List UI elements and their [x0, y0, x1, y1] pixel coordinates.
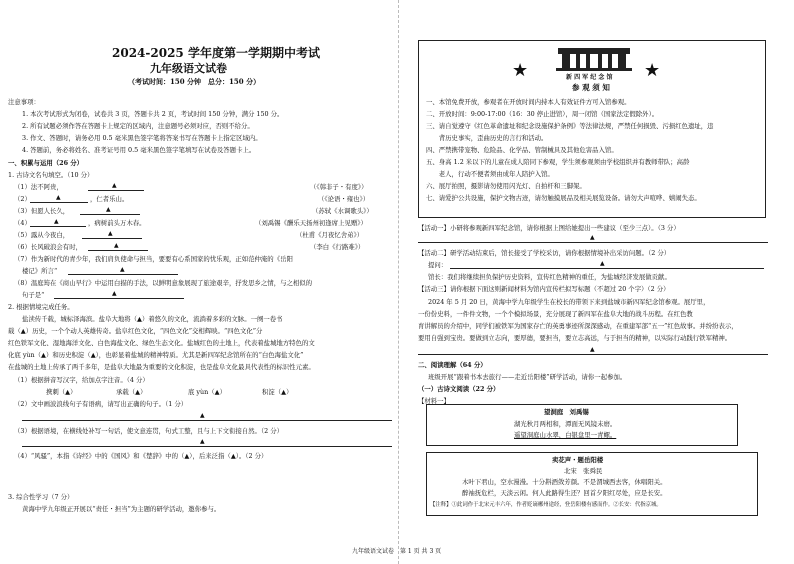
museum-name: 新 四 军 纪 念 馆 [566, 74, 613, 81]
q1-item-8: （8）温庭筠在《商山早行》中运用白描的手法，以鲜明意象展现了旅途艰辛，抒发思乡之情，与之相似的 [14, 279, 313, 287]
q1-item-8-cont: 句子是“ [22, 291, 45, 299]
interview-question-label: 提问： [428, 261, 448, 269]
passage-line: 红色铁军文化、湿地海洋文化、白色海盐文化、绿色生态文化。盐城红色的土地上，代表着盐城地方特色的文 [8, 339, 315, 347]
activity-2: 【活动二】研学活动结束后，馆长接受了学校采访，请你根据情境补出采访问题。（2 分） [418, 249, 671, 257]
answer-marker: ▲ [114, 242, 119, 249]
q1-item-5: （5）露从今夜白， [14, 231, 70, 239]
rule-item: 五、身高 1.2 米以下的儿童在成人陪同下参观，学生须参观须由学校组织并有教师带队；高龄 [426, 158, 690, 166]
answer-marker: ▲ [120, 266, 125, 273]
notice-title: 参 观 须 知 [572, 83, 610, 92]
answer-marker: ▲ [600, 260, 605, 267]
q1-item-2-text: ，仁者乐山。 [90, 195, 129, 203]
answer-marker: ▲ [112, 182, 117, 189]
answer-marker: ▲ [56, 194, 61, 201]
q2-1-item: 积淀（▲） [262, 388, 293, 396]
rule-item: 三、请自觉遵守《红色革命遗址和纪念设施保护条例》等法律法规，严禁任何损毁、污损红色遗址，违 [426, 122, 714, 130]
quote-source: （杜甫《月夜忆舍弟》） [296, 231, 364, 239]
q2-4: （4）“风骚”，本指《诗经》中的《国风》和《楚辞》中的（▲），后来泛指（▲）。（2 分） [14, 452, 268, 460]
q2-1-item: 承载（▲） [116, 388, 147, 396]
poem-annotation: 【注释】①此词作于北宋元丰六年，作者贬谪郴州途经，登岳阳楼有感而作。②长安：代指京城。 [430, 502, 662, 508]
exam-title: 2024-2025 学年度第一学期期中考试 [112, 46, 320, 60]
rule-item: 六、展厅拍照，摄影请勿使用闪光灯、自拍杆和三脚架。 [426, 182, 586, 190]
q1-item-7: （7）作为新时代的青少年，我们肩负使命与担当，要要有心系国家的忧乐观，正如范仲淹的《岳阳 [14, 255, 293, 263]
answer-marker: ▲ [590, 234, 595, 241]
answer-marker: ▲ [200, 438, 205, 445]
exam-subtitle: 九年级语文试卷 [150, 62, 227, 75]
rule-item: 四、严禁携带宠物、危险品、化学品、管制械具及其他危害品入馆。 [426, 146, 618, 154]
exam-time-info: （考试时间：150 分钟 总分：150 分） [128, 77, 261, 86]
rule-item: 一、本馆免费开放，参观者在开放时间内持本人有效证件方可入馆参观。 [426, 98, 631, 106]
answer-blank[interactable] [30, 226, 86, 227]
star-icon: ★ [512, 60, 529, 81]
q1-item-1: （1）法不阿贵， [14, 183, 63, 191]
q1-item-2: （2） [14, 195, 31, 203]
question-2: 2. 根据情境完成任务。 [8, 303, 74, 311]
poem-line: 木叶下君山，空水漫漫。十分斟酒敛芳颜。不是渭城西去客，休唱阳关。 [462, 478, 667, 486]
section-two-heading: 二、阅读理解（64 分） [418, 361, 487, 369]
q1-item-7-cont: 楼记》所言“ [22, 267, 58, 275]
passage-line: 在盐城的土地上传承了两千多年，是盐阜大地最为重要的文化积淀，也是盐阜文化最具代表性的标识性元素。 [8, 363, 315, 371]
answer-line[interactable] [22, 420, 392, 421]
poem-title: 望洞庭 刘禹锡 [544, 408, 589, 416]
q1-item-3: （3）但愿人长久， [14, 207, 70, 215]
right-page [404, 0, 794, 564]
rule-item: 老人，行动不便者须由成年人陪护入馆。 [426, 170, 554, 178]
answer-blank[interactable] [80, 214, 140, 215]
note-item: 4. 答题前，务必将姓名、准考证号用 0.5 毫米黑色签字笔填写在试卷及答题卡上。 [22, 146, 256, 154]
material-label: 【材料一】 [418, 397, 450, 405]
q1-item-6: （6）长风破浪会有时， [14, 243, 82, 251]
activity-3: 【活动三】请你根据下面这则新闻材料为馆内宣传栏拟写标题（不超过 20 个字）（2 分） [418, 285, 670, 293]
q2-1: （1）根据拼音写汉字，给加点字注音。（4 分） [14, 376, 149, 384]
quote-source: （《韩非子・有度》） [310, 183, 368, 191]
answer-blank[interactable] [68, 274, 178, 275]
poem-line: 湖光秋月两相和，潭面无风镜未磨。 [514, 420, 617, 428]
section-one-heading: 一、积累与运用（26 分） [8, 159, 84, 167]
rule-item: 七、请爱护公共设施，保护文物古迹，请勿触摸展品及相关展览设备。请勿大声喧哗、嬉闹失态。 [426, 194, 701, 202]
answer-line[interactable] [418, 354, 768, 355]
interview-answer: 馆长：我们将继续担负保护历史资料，宣传红色精神的重任，为盐城经济发展做贡献。 [428, 273, 671, 281]
page-footer: 九年级语文试卷 第 1 页 共 3 页 [352, 548, 442, 555]
answer-marker: ▲ [106, 206, 111, 213]
q2-2: （2）文中画波浪线句子有语病，请写出正确的句子。（1 分） [14, 400, 188, 408]
news-line: 要用自强到宝贵。要做到立志向，要厚德，要担当，要立志高远，与于担当的精神，以实际行动践行铁军精神。 [418, 334, 732, 342]
rule-item: 背历史事实，歪曲历史的言行和活动。 [426, 134, 548, 142]
news-line: 育讲解员的介绍中，同学们被铁军为国家存亡的英勇事迹所深深感动，在重建军部“五一”红色故事。并纷纷表示， [418, 322, 738, 330]
news-line: 2024 年 5 月 20 日，黄海中学九年级学生在校长的带领下来到盐城市新四军纪念馆参观。展厅里， [428, 298, 710, 306]
passage-line: 盐渎传千载，城标泽海滨。盐阜大地将（▲）着悠久的文化，流淌着多彩的文脉。一阕一卷书 [22, 315, 283, 323]
answer-line[interactable] [22, 446, 392, 447]
note-item: 1. 本次考试形式为闭卷，试卷共 3 页，答题卡共 2 页，考试时间 150 分钟，满分 150 分。 [22, 110, 284, 118]
q1-item-4: （4） [14, 219, 31, 227]
quote-source: （李白《行路难》） [310, 243, 365, 251]
answer-blank[interactable] [54, 298, 184, 299]
subsection-heading: （一）古诗文阅读（22 分） [418, 385, 500, 393]
question-1: 1. 古诗文名句填空。（10 分） [8, 171, 94, 179]
answer-marker: ▲ [54, 218, 59, 225]
passage-line: 载（▲）历史，一个个动人英雄传奇。盐阜红色文化，“四色文化”交相辉映。“四色文化”分 [8, 327, 263, 335]
answer-marker: ▲ [200, 412, 205, 419]
section-two-intro: 班级开展“跟着书本去旅行——走近岳阳楼”研学活动，请你一起参加。 [428, 373, 627, 381]
poem-line: 遥望洞庭山水翠，白银盘里一青螺。 [514, 431, 617, 439]
answer-blank[interactable] [88, 190, 144, 191]
question-3: 3. 综合性学习（7 分） [8, 493, 74, 501]
quote-source: （苏轼《水调歌头》） [312, 207, 373, 215]
q2-1-item: 携刺（▲） [46, 388, 77, 396]
quote-source: （刘禹锡《酬乐天扬州初逢席上见赠》） [255, 219, 367, 227]
q3-text: 黄海中学九年级正开展以“责任・担当”为主题的研学活动，邀你参与。 [22, 505, 221, 513]
answer-line[interactable] [450, 268, 764, 269]
q2-1-item: 底 yùn（▲） [188, 388, 226, 396]
answer-blank[interactable] [82, 238, 142, 239]
star-icon: ★ [644, 60, 661, 81]
q2-3: （3）根据语境，在横线处补写一句话，使文意连贯，句式工整，且与上下文衔接自然。（2 分） [14, 427, 283, 435]
notes-heading: 注意事项： [8, 98, 40, 106]
poem-author: 北宋 张舜民 [564, 467, 603, 475]
page-divider [398, 0, 399, 564]
passage-line: 化底 yùn（▲）和历史积淀（▲），也彰显着盐城的精神特质。尤其是新四军纪念馆所在的“白色海盐文化” [8, 351, 304, 359]
note-item: 3. 作文、答题时，请务必用 0.5 毫米黑色签字笔将答案书写在答题卡上指定区域内。 [22, 134, 262, 142]
answer-marker: ▲ [112, 290, 117, 297]
poem-title: 卖花声・题岳阳楼 [552, 456, 604, 464]
quote-source: （《论语・雍也》） [318, 195, 370, 203]
news-line: 一份份史料，一件件文物，一个个模拟场景，充分展现了新四军在盐阜大地的战斗历程。在红色教 [418, 310, 693, 318]
q1-item-4-text: ，病树前头万木春。 [88, 219, 146, 227]
answer-line[interactable] [418, 242, 768, 243]
answer-marker: ▲ [590, 346, 595, 353]
answer-marker: ▲ [108, 230, 113, 237]
memorial-building-icon [554, 44, 634, 72]
answer-blank[interactable] [88, 250, 148, 251]
poem-line: 醉袖抚危栏，天淡云闲。何人此路得生还？回首夕阳红尽处，应是长安。 [462, 489, 667, 497]
answer-blank[interactable] [30, 202, 88, 203]
rule-item: 二、开放时间：9:00-17:00（16：30 停止进馆），周一闭馆（国家法定假除外）。 [426, 110, 659, 118]
note-item: 2. 所有试题必须作答在答题卡上规定的区域内，注意题号必须对应，否则不给分。 [22, 122, 254, 130]
activity-1: 【活动一】小研将参观新四军纪念馆，请你根据上图给她提出一些建议（至少三点）。（3 分） [418, 224, 680, 232]
